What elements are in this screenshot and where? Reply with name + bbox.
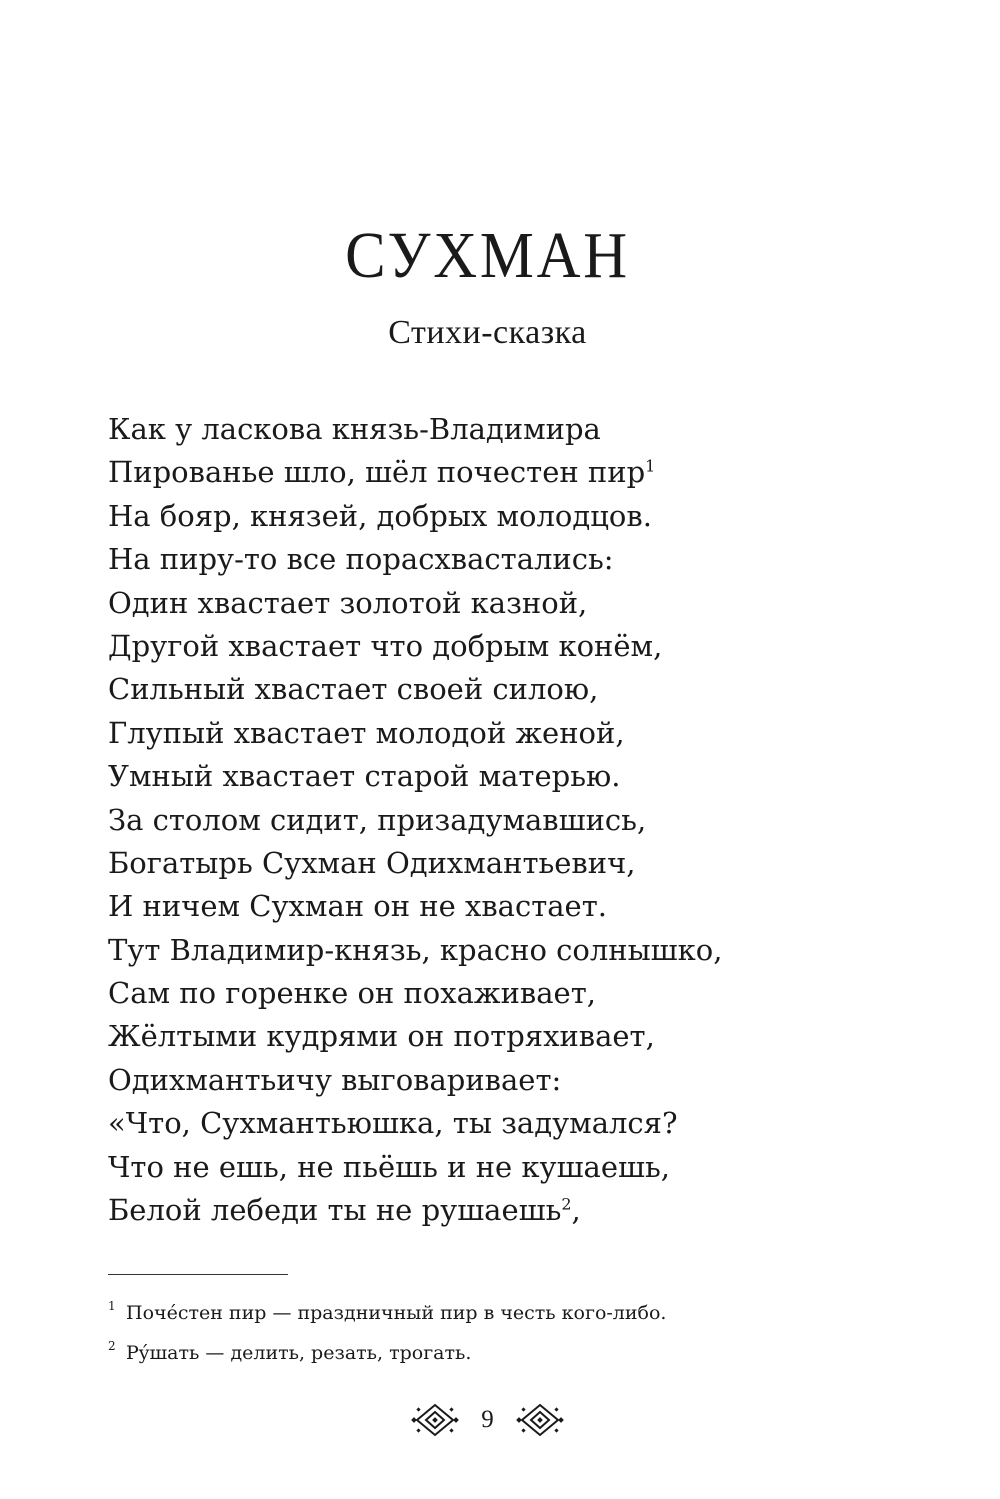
poem-line: Пированье шло, шёл почестен пир$^1$ (108, 455, 656, 490)
folk-ornament-icon (411, 1402, 459, 1438)
poem-line: Как у ласкова князь-Владимира (108, 412, 601, 446)
poem-line: Тут Владимир-князь, красно солнышко, (108, 932, 723, 967)
poem-text (108, 408, 908, 1232)
poem-line: Один хвастает золотой казной, (108, 585, 588, 620)
poem-line: На бояр, князей, добрых молодцов. (108, 498, 652, 533)
footnote-ref: 2 (561, 1194, 572, 1214)
poem-line: Одихмантьичу выговаривает: (108, 1062, 562, 1097)
footnote-item (108, 1290, 666, 1330)
page-footer (0, 1398, 975, 1442)
poem-line: Сильный хвастает своей силою, (108, 672, 599, 707)
page-subtitle: Стихи-сказка (388, 314, 587, 351)
footnote-item (108, 1330, 666, 1370)
poem-line: Богатырь Сухман Одихмантьевич, (108, 845, 636, 880)
poem-line: Умный хвастает старой матерью. (108, 759, 621, 794)
folk-ornament-icon (516, 1402, 564, 1438)
footnote-divider (108, 1274, 288, 1275)
poem-line: Глупый хвастает молодой женой, (108, 715, 625, 750)
poem-line: Белой лебеди ты не рушаешь$^2$, (108, 1193, 581, 1228)
footnote-mark: 2 (108, 1339, 116, 1353)
footnote-text: Почéстен пир — праздничный пир в честь кого-либо. (126, 1302, 667, 1324)
poem-line: И ничем Сухман он не хвастает. (108, 889, 607, 924)
poem-line: Сам по горенке он похаживает, (108, 976, 596, 1011)
poem-line: Другой хвастает что добрым конём, (108, 628, 663, 663)
poem-line: За столом сидит, призадумавшись, (108, 802, 647, 837)
poem-line: «Что, Сухмантьюшка, ты задумался? (108, 1106, 678, 1141)
poem-line: Что не ешь, не пьёшь и не кушаешь, (108, 1149, 670, 1184)
page-title: СУХМАН (345, 219, 630, 292)
footnote-text: Рýшать — делить, резать, трогать. (126, 1342, 472, 1364)
poem-line: На пиру-то все порасхвастались: (108, 542, 614, 577)
page-number: 9 (481, 1406, 494, 1433)
footnotes (108, 1290, 666, 1370)
poem-line: Жёлтыми кудрями он потряхивает, (108, 1019, 655, 1054)
footnote-mark: 1 (108, 1299, 116, 1313)
footnote-ref: 1 (645, 456, 656, 476)
